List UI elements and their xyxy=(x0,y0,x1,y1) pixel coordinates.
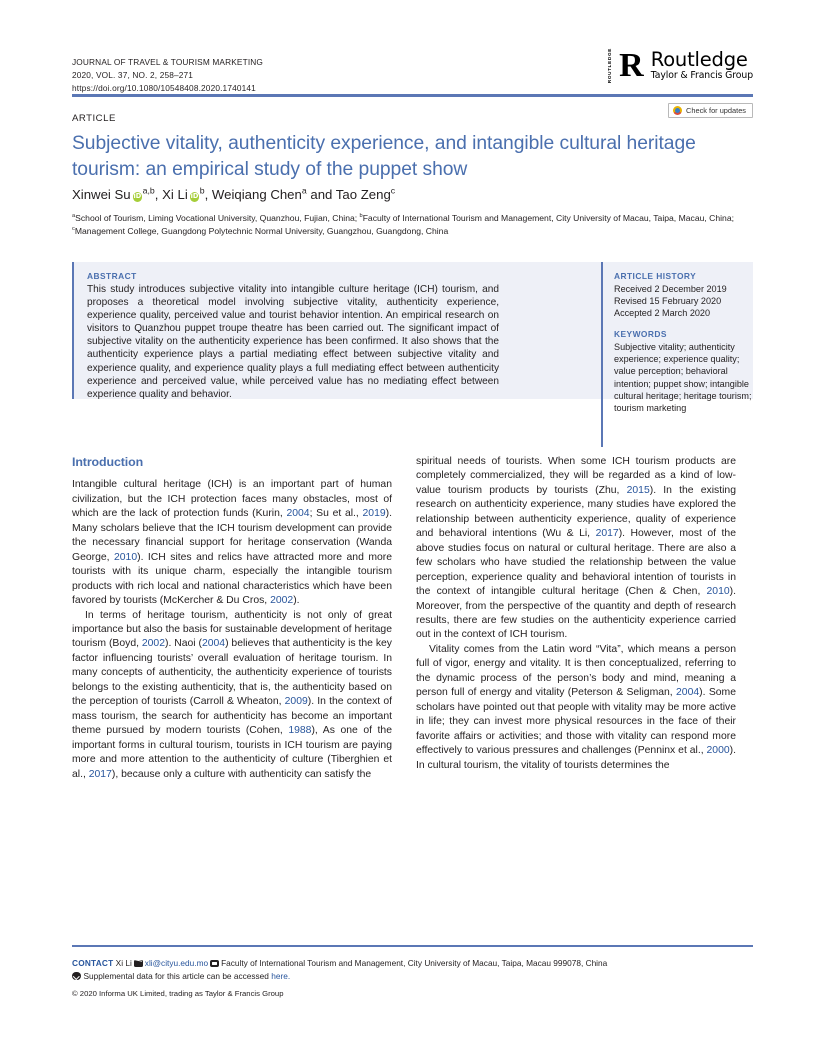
affiliation-text: School of Tourism, Liming Vocational University, Quanzhou, Fujian, China; xyxy=(75,213,360,223)
paragraph-text: Vitality comes from the Latin word “Vita”, which means a person full of vigor, energy and vitality. It is then conceptualized, referring to the dynamic process of the person’s body and mind, meaning a person full of energy and vitality (Peterson & Seligman, xyxy=(416,643,736,699)
sidebar-spacer xyxy=(614,319,753,329)
citation-year[interactable]: 2002 xyxy=(270,595,294,607)
journal-name: JOURNAL OF TRAVEL & TOURISM MARKETING xyxy=(72,57,264,67)
publisher-logo xyxy=(606,48,753,83)
publisher-logo-text xyxy=(651,50,753,81)
paragraph-text: ). However, most of the above studies focus on natural or cultural heritage. There are also a few scholars who have studied the relationship between the value perception, experience quality and behavioral intention of tourists in the context of intangible cultural heritage (Chen & Chen, xyxy=(416,528,736,598)
supplemental-data-icon xyxy=(72,972,81,981)
footer-contact xyxy=(72,957,762,983)
author-affiliation-marker: a,b xyxy=(142,185,155,196)
abstract-text: This study introduces subjective vitality into intangible culture heritage (ICH) tourism, and proposes a theoretical model involving subjective vitality, authenticity experience, experience quality, perceived value and tourist behavior intention. An empirical research on visitors to Quanzhou puppet troupe theatre has been carried out. The significant impact of subjective vitality on the authenticity experience has been confirmed. It also shows that the authenticity experience plays a partial mediating effect between subjective vitality and experience quality, and experience quality plays a full mediating effect between authenticity experience and perceived value, while perceived value has no mediating effect between experience quality and behavior. xyxy=(87,284,499,400)
author-name: Weiqiang Chen xyxy=(211,187,302,202)
body-column-left xyxy=(72,455,392,782)
routledge-spine-label: ROUTLEDGE xyxy=(607,48,613,84)
accepted-date: Accepted 2 March 2020 xyxy=(614,308,711,319)
contact-name: Xi Li xyxy=(115,958,132,968)
supplemental-data-link[interactable]: here. xyxy=(271,971,291,982)
paragraph-text: ). Naoi ( xyxy=(165,638,202,650)
keywords-heading: KEYWORDS xyxy=(614,329,667,340)
affiliation-text: Faculty of International Tourism and Management, City University of Macau, Taipa, Macau, China; xyxy=(362,213,734,223)
citation-year[interactable]: 2002 xyxy=(141,638,165,650)
page-title: Subjective vitality, authenticity experience, and intangible cultural heritage tourism: an empirical study of the puppet show xyxy=(72,133,696,180)
crossmark-icon xyxy=(673,106,682,115)
orcid-icon[interactable]: iD xyxy=(133,192,142,200)
citation-year[interactable]: 2010 xyxy=(706,586,730,598)
author-name: Xinwei Su xyxy=(72,187,131,202)
paragraph-text: ). xyxy=(293,595,300,607)
author-conjunction: and xyxy=(306,187,336,202)
abstract-section xyxy=(72,262,517,399)
supplemental-line xyxy=(72,970,762,983)
paragraph-text: ). In cultural tourism, the vitality of tourists determines the xyxy=(416,745,736,771)
journal-issue: 2020, VOL. 37, NO. 2, 258–271 xyxy=(72,70,194,81)
routledge-r-mark: R xyxy=(619,46,644,84)
citation-year[interactable]: 2004 xyxy=(286,508,310,520)
paragraph xyxy=(416,455,736,643)
affiliation-marker-b: b xyxy=(359,213,363,220)
citation-year[interactable]: 2015 xyxy=(626,484,650,496)
contact-address: Faculty of International Tourism and Management, City University of Macau, Taipa, Macau 999078, China xyxy=(221,958,608,968)
paragraph-text: ). In the context of mass tourism, the search for authenticity has become an important theme pursued by modern tourists (Cohen, xyxy=(72,696,393,737)
paragraph-text: ). Moreover, from the perspective of the quantity and depth of research results, there are few studies on the authenticity experience carried out in the context of ICH tourism. xyxy=(416,586,736,641)
citation-year[interactable]: 2004 xyxy=(201,638,226,650)
paragraph-text: ). Many scholars believe that the ICH tourism development can provide the necessary financial support for heritage conservation (Wanda George, xyxy=(72,508,392,563)
paragraph xyxy=(72,478,392,608)
check-for-updates-button[interactable] xyxy=(668,103,753,118)
paragraph-text: ). In the existing research on authenticity experience, many studies have explored the relationship between authenticity experience, quality of experience and behavioral intentions (Wu & Li, xyxy=(416,484,736,540)
publisher-name: Routledge xyxy=(650,48,748,72)
citation-year[interactable]: 2010 xyxy=(114,551,138,563)
copyright-notice: © 2020 Informa UK Limited, trading as Taylor & Francis Group xyxy=(72,989,284,998)
citation-year[interactable]: 2017 xyxy=(595,528,619,540)
footer-rule xyxy=(72,945,753,947)
envelope-icon xyxy=(134,960,143,968)
paragraph-text: ), because only a culture with authenticity can satisfy the xyxy=(111,768,372,780)
affiliation-marker-a: a xyxy=(72,213,76,220)
contact-label: CONTACT xyxy=(72,958,114,968)
paragraph-text: ; Su et al., xyxy=(309,508,363,520)
paragraph-text: ). ICH sites and relics have attracted more and more tourists with its unique charm, especially the intangible tourism products with rich local and national characteristics which have been favored by tourists (McKercher & Du Cros, xyxy=(72,551,392,607)
header-rule xyxy=(72,94,753,97)
paragraph-text: spiritual needs of tourists. When some ICH tourism products are completely commercialized, they will be regarded as a kind of low-value tourism products by tourists (Zhu, xyxy=(416,456,736,496)
section-heading-introduction: Introduction xyxy=(72,455,144,469)
address-icon xyxy=(210,960,219,968)
author-affiliation-marker: a xyxy=(301,185,307,196)
citation-year[interactable]: 2009 xyxy=(284,696,308,708)
citation-year[interactable]: 1988 xyxy=(288,725,312,737)
body-column-right xyxy=(416,455,736,773)
paragraph-text: ) believes that authenticity is the key factor influencing tourists’ overall evaluation of heritage tourism. In many concepts of authenticity, the authenticity experience of tourists belongs to the existing authenticity, that is, the authenticity based on the perception of tourists (Carroll & Wheaton, xyxy=(72,638,392,708)
journal-masthead xyxy=(72,56,542,96)
journal-doi[interactable]: https://doi.org/10.1080/10548408.2020.1740141 xyxy=(72,83,256,94)
article-type-label: ARTICLE xyxy=(72,113,116,124)
article-meta-sidebar xyxy=(601,262,753,447)
paragraph xyxy=(416,643,736,773)
orcid-icon[interactable]: iD xyxy=(190,192,199,200)
supplemental-text: Supplemental data for this article can be accessed xyxy=(83,971,272,982)
keywords-text: Subjective vitality; authenticity experience; experience quality; value perception; behavioral intention; puppet show; intangible cultural heritage; heritage tourism; tourism marketing xyxy=(614,342,752,413)
paragraph-text: ), As one of the important forms in cultural tourism, tourists in ICH tourism are paying more and more attention to the authenticity of culture (Tiberghien et al., xyxy=(72,725,392,780)
paragraph-text: ). Some scholars have pointed out that people with vitality may be more active in life; they can invest more physical resources in the face of their favorite affairs or activities; and those with vitality can respond more effectively to various pressures and challenges (Penninx et al., xyxy=(416,687,736,757)
paragraph xyxy=(72,609,392,782)
author-name: Xi Li xyxy=(162,187,188,202)
paragraph-text: In terms of heritage tourism, authenticity is not only of great importance but also the basis for sustainable development of heritage tourism (Boyd, xyxy=(72,609,392,650)
contact-email-link[interactable]: xli@cityu.edu.mo xyxy=(144,958,209,968)
revised-date: Revised 15 February 2020 xyxy=(614,296,722,307)
affiliation-text: Management College, Guangdong Polytechnic Normal University, Guangzhou, Guangdong, China xyxy=(74,225,449,236)
citation-year[interactable]: 2019 xyxy=(362,508,386,520)
article-history-heading: ARTICLE HISTORY xyxy=(614,271,697,281)
citation-year[interactable]: 2004 xyxy=(676,687,700,699)
received-date: Received 2 December 2019 xyxy=(614,284,727,294)
citation-year[interactable]: 2017 xyxy=(88,768,112,780)
author-list: Xinwei Su iD$^{a,b}$, Xi Li $iD^b$, Weiqiang Chen$^a$ and Tao Zeng$^c$ xyxy=(72,185,396,202)
author-affiliation-marker: b xyxy=(199,185,205,196)
citation-year[interactable]: 2000 xyxy=(706,745,730,757)
affiliations xyxy=(72,212,754,237)
publisher-tagline: Taylor & Francis Group xyxy=(650,70,753,82)
check-for-updates-label: Check for updates xyxy=(686,106,746,115)
author-name: Tao Zeng xyxy=(335,187,391,202)
affiliation-marker-c: c xyxy=(72,225,75,232)
contact-line xyxy=(72,957,762,970)
abstract-heading: ABSTRACT xyxy=(87,271,137,281)
author-affiliation-marker: c xyxy=(390,185,396,196)
paragraph-text: Intangible cultural heritage (ICH) is an important part of human civilization, but the ICH protection faces many obstacles, most of which are the lack of protection funds (Kurin, xyxy=(72,479,392,520)
